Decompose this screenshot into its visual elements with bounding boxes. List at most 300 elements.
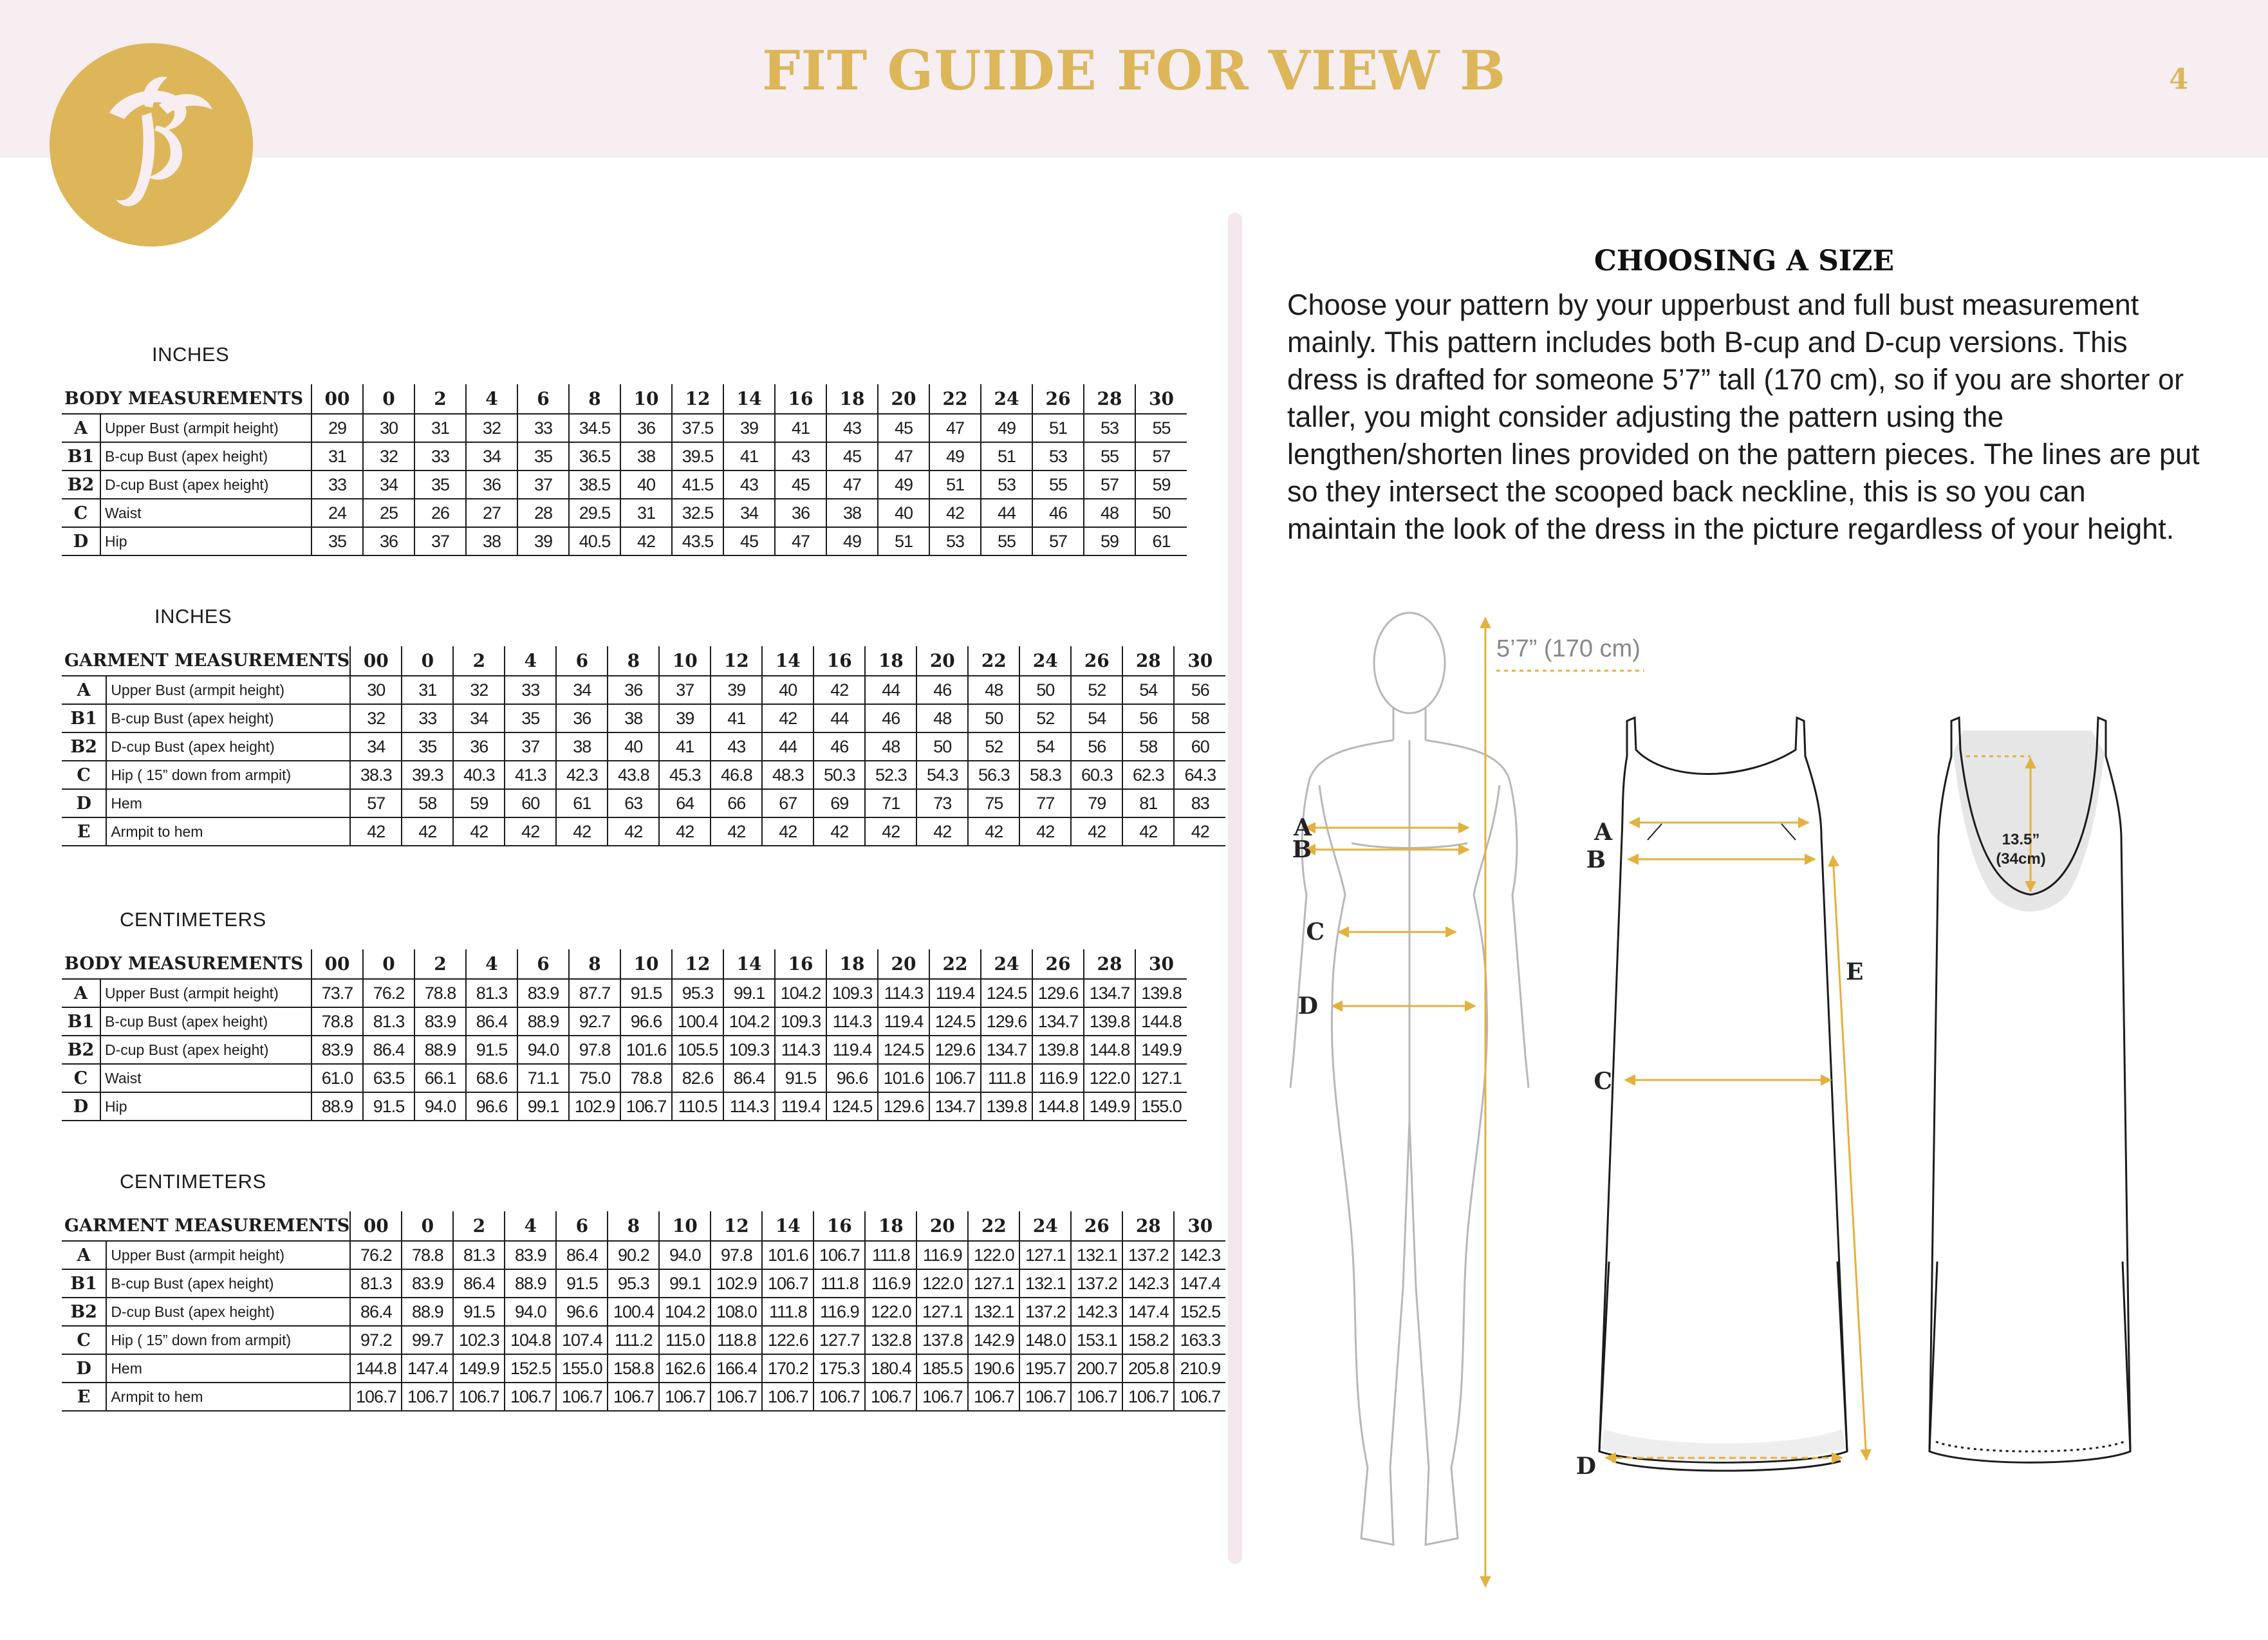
- measurement-value: 86.4: [453, 1269, 505, 1298]
- measurement-value: 42: [865, 817, 916, 846]
- table-row: [62, 442, 1187, 471]
- measurement-value: 61.0: [311, 1064, 363, 1092]
- measurement-value: 78.8: [620, 1064, 672, 1092]
- measurement-code: E: [62, 817, 106, 846]
- measurement-value: 42: [813, 817, 865, 846]
- measurement-value: 55: [981, 527, 1032, 555]
- size-column-header: 4: [505, 1211, 556, 1241]
- size-column-header: 12: [711, 646, 762, 676]
- measurement-value: 56: [1122, 704, 1174, 732]
- size-column-header: 26: [1032, 949, 1084, 979]
- table-row: [62, 817, 1225, 846]
- measurement-value: 97.2: [350, 1326, 402, 1354]
- measurement-value: 33: [311, 471, 363, 499]
- measurement-value: 58: [402, 789, 453, 817]
- measurement-value: 83.9: [311, 1036, 363, 1064]
- size-column-header: 26: [1071, 646, 1122, 676]
- measurement-value: 73.7: [311, 979, 363, 1007]
- measurement-value: 190.6: [968, 1354, 1019, 1383]
- measurement-value: 81.3: [363, 1007, 414, 1036]
- measurement-code: B1: [62, 704, 106, 732]
- measurement-value: 36.5: [569, 442, 620, 471]
- measurement-value: 39: [517, 527, 569, 555]
- table-header-row: [62, 384, 1187, 414]
- measurement-value: 106.7: [1174, 1383, 1225, 1411]
- measurement-value: 31: [620, 499, 672, 527]
- measurement-name: Armpit to hem: [106, 1383, 350, 1411]
- measurement-value: 38.5: [569, 471, 620, 499]
- measurement-value: 34: [363, 471, 414, 499]
- measurement-value: 36: [466, 471, 517, 499]
- size-column-header: 30: [1174, 1211, 1225, 1241]
- measurement-value: 37: [414, 527, 466, 555]
- size-column-header: 22: [929, 949, 981, 979]
- measurement-value: 41: [711, 704, 762, 732]
- size-column-header: 24: [1019, 646, 1071, 676]
- measurement-value: 116.9: [1032, 1064, 1084, 1092]
- measurement-value: 42: [762, 817, 813, 846]
- measurement-value: 106.7: [659, 1383, 711, 1411]
- size-column-header: 16: [813, 1211, 865, 1241]
- measurement-value: 54: [1019, 732, 1071, 761]
- measurement-value: 139.8: [1135, 979, 1187, 1007]
- measurement-value: 31: [311, 442, 363, 471]
- measurement-value: 38: [826, 499, 878, 527]
- measurement-value: 88.9: [414, 1036, 466, 1064]
- measurement-value: 88.9: [402, 1298, 453, 1326]
- size-column-header: 14: [762, 1211, 813, 1241]
- measurement-value: 106.7: [1071, 1383, 1122, 1411]
- size-column-header: 2: [414, 384, 466, 414]
- measurement-value: 142.3: [1174, 1241, 1225, 1269]
- column-divider: [1228, 212, 1242, 1564]
- size-column-header: 20: [878, 384, 929, 414]
- measurement-value: 37: [517, 471, 569, 499]
- measurement-value: 50.3: [813, 761, 865, 789]
- measurement-value: 106.7: [620, 1092, 672, 1121]
- measurement-value: 76.2: [350, 1241, 402, 1269]
- measurement-value: 101.6: [620, 1036, 672, 1064]
- measurement-value: 104.2: [659, 1298, 711, 1326]
- size-column-header: 2: [414, 949, 466, 979]
- measurement-value: 105.5: [672, 1036, 723, 1064]
- measurement-name: D-cup Bust (apex height): [106, 1298, 350, 1326]
- body-measurements-cm-table: [62, 949, 1187, 1121]
- measurement-value: 127.7: [813, 1326, 865, 1354]
- measurement-value: 54: [1071, 704, 1122, 732]
- measurement-value: 37: [505, 732, 556, 761]
- measurement-value: 25: [363, 499, 414, 527]
- garment-measurements-inches-table: [62, 646, 1225, 846]
- measurement-value: 33: [505, 676, 556, 704]
- measurement-value: 81.3: [453, 1241, 505, 1269]
- measurement-value: 34.5: [569, 414, 620, 442]
- table-row: [62, 499, 1187, 527]
- measurement-value: 91.5: [775, 1064, 826, 1092]
- measurement-value: 83: [1174, 789, 1225, 817]
- size-column-header: 2: [453, 1211, 505, 1241]
- measurement-value: 40.5: [569, 527, 620, 555]
- measurement-value: 149.9: [1135, 1036, 1187, 1064]
- measurement-value: 97.8: [711, 1241, 762, 1269]
- measurement-value: 152.5: [1174, 1298, 1225, 1326]
- measurement-name: Upper Bust (armpit height): [106, 1241, 350, 1269]
- measurement-value: 153.1: [1071, 1326, 1122, 1354]
- measurement-value: 127.1: [968, 1269, 1019, 1298]
- measurement-name: Upper Bust (armpit height): [100, 979, 311, 1007]
- measurement-value: 63.5: [363, 1064, 414, 1092]
- table-row: [62, 789, 1225, 817]
- measurement-value: 51: [981, 442, 1032, 471]
- measurement-value: 75: [968, 789, 1019, 817]
- size-column-header: 0: [363, 384, 414, 414]
- measurement-value: 122.0: [968, 1241, 1019, 1269]
- size-column-header: 6: [517, 384, 569, 414]
- table-row: [62, 1383, 1225, 1411]
- measurement-value: 106.7: [556, 1383, 608, 1411]
- page-number: 4: [2169, 63, 2189, 96]
- measurement-value: 116.9: [813, 1298, 865, 1326]
- measurement-value: 43: [775, 442, 826, 471]
- measurement-value: 46: [916, 676, 968, 704]
- measurement-value: 44: [981, 499, 1032, 527]
- measurement-value: 66.1: [414, 1064, 466, 1092]
- measurement-code: C: [62, 1064, 100, 1092]
- measurement-value: 111.2: [608, 1326, 659, 1354]
- measurement-value: 59: [1084, 527, 1135, 555]
- figure-label-c: C: [1306, 918, 1325, 946]
- measurement-value: 48: [968, 676, 1019, 704]
- measurement-value: 129.6: [878, 1092, 929, 1121]
- size-column-header: 18: [865, 646, 916, 676]
- size-column-header: 18: [865, 1211, 916, 1241]
- measurement-value: 137.2: [1122, 1241, 1174, 1269]
- measurement-value: 57: [1084, 471, 1135, 499]
- measurement-value: 78.8: [402, 1241, 453, 1269]
- measurement-value: 42: [453, 817, 505, 846]
- measurement-name: D-cup Bust (apex height): [106, 732, 350, 761]
- measurement-value: 124.5: [826, 1092, 878, 1121]
- measurement-value: 111.8: [762, 1298, 813, 1326]
- measurement-value: 83.9: [517, 979, 569, 1007]
- measurement-value: 132.8: [865, 1326, 916, 1354]
- size-column-header: 8: [569, 949, 620, 979]
- table-row: [62, 1092, 1187, 1121]
- measurement-value: 108.0: [711, 1298, 762, 1326]
- measurement-value: 205.8: [1122, 1354, 1174, 1383]
- measurement-value: 57: [1135, 442, 1187, 471]
- table-row: [62, 979, 1187, 1007]
- measurement-value: 51: [929, 471, 981, 499]
- measurement-value: 30: [363, 414, 414, 442]
- measurement-value: 53: [1032, 442, 1084, 471]
- measurement-value: 39.3: [402, 761, 453, 789]
- measurement-value: 94.0: [505, 1298, 556, 1326]
- measurement-value: 42: [1122, 817, 1174, 846]
- measurement-value: 94.0: [659, 1241, 711, 1269]
- measurement-value: 88.9: [311, 1092, 363, 1121]
- measurement-value: 42: [711, 817, 762, 846]
- measurement-value: 124.5: [981, 979, 1032, 1007]
- size-column-header: 0: [363, 949, 414, 979]
- measurement-value: 170.2: [762, 1354, 813, 1383]
- measurement-value: 132.1: [1019, 1269, 1071, 1298]
- measurement-value: 119.4: [775, 1092, 826, 1121]
- size-column-header: 12: [711, 1211, 762, 1241]
- measurement-value: 42: [402, 817, 453, 846]
- measurement-value: 31: [414, 414, 466, 442]
- measurement-value: 35: [505, 704, 556, 732]
- measurement-code: D: [62, 789, 106, 817]
- measurement-value: 44: [813, 704, 865, 732]
- measurement-value: 54: [1122, 676, 1174, 704]
- measurement-value: 155.0: [1135, 1092, 1187, 1121]
- measurement-value: 106.7: [968, 1383, 1019, 1411]
- measurement-value: 124.5: [878, 1036, 929, 1064]
- measurement-value: 109.3: [826, 979, 878, 1007]
- measurement-value: 63: [608, 789, 659, 817]
- measurement-code: C: [62, 761, 106, 789]
- measurement-value: 127.1: [1135, 1064, 1187, 1092]
- measurement-value: 91.5: [453, 1298, 505, 1326]
- table-row: [62, 1241, 1225, 1269]
- measurement-value: 95.3: [672, 979, 723, 1007]
- measurement-value: 129.6: [1032, 979, 1084, 1007]
- size-column-header: 10: [620, 949, 672, 979]
- size-column-header: 4: [505, 646, 556, 676]
- measurement-value: 45: [878, 414, 929, 442]
- measurement-value: 111.8: [813, 1269, 865, 1298]
- measurement-value: 43: [723, 471, 775, 499]
- measurement-value: 83.9: [505, 1241, 556, 1269]
- measurement-value: 50: [968, 704, 1019, 732]
- measurement-value: 40: [620, 471, 672, 499]
- measurement-value: 139.8: [981, 1092, 1032, 1121]
- measurement-value: 166.4: [711, 1354, 762, 1383]
- measurement-value: 94.0: [517, 1036, 569, 1064]
- measurement-code: D: [62, 527, 100, 555]
- size-column-header: 16: [813, 646, 865, 676]
- dress-label-b: B: [1586, 846, 1606, 873]
- table-row: [62, 471, 1187, 499]
- measurement-value: 42: [968, 817, 1019, 846]
- measurement-value: 46: [1032, 499, 1084, 527]
- measurement-value: 39: [711, 676, 762, 704]
- measurement-value: 47: [878, 442, 929, 471]
- size-column-header: 10: [620, 384, 672, 414]
- size-column-header: 00: [350, 1211, 402, 1241]
- measurement-value: 134.7: [1084, 979, 1135, 1007]
- measurement-value: 43: [826, 414, 878, 442]
- measurement-value: 38: [620, 442, 672, 471]
- measurement-value: 47: [775, 527, 826, 555]
- measurement-value: 100.4: [672, 1007, 723, 1036]
- table-unit-label: CENTIMETERS: [120, 908, 266, 931]
- measurement-value: 106.7: [813, 1241, 865, 1269]
- measurement-value: 106.7: [350, 1383, 402, 1411]
- measurement-value: 86.4: [350, 1298, 402, 1326]
- measurement-value: 88.9: [517, 1007, 569, 1036]
- measurement-name: Armpit to hem: [106, 817, 350, 846]
- measurement-value: 42.3: [556, 761, 608, 789]
- measurement-value: 137.2: [1071, 1269, 1122, 1298]
- front-dress-hem-lining: [1601, 1429, 1846, 1462]
- table-row: [62, 761, 1225, 789]
- measurement-value: 115.0: [659, 1326, 711, 1354]
- measurement-value: 42: [1071, 817, 1122, 846]
- table-row: [62, 704, 1225, 732]
- measurement-code: B2: [62, 471, 100, 499]
- measurement-code: B1: [62, 442, 100, 471]
- measurement-value: 32: [350, 704, 402, 732]
- measurement-value: 54.3: [916, 761, 968, 789]
- measurement-value: 91.5: [363, 1092, 414, 1121]
- measurement-value: 88.9: [505, 1269, 556, 1298]
- measurement-value: 62.3: [1122, 761, 1174, 789]
- measurement-value: 38: [556, 732, 608, 761]
- measurement-value: 28: [517, 499, 569, 527]
- measurement-value: 149.9: [453, 1354, 505, 1383]
- measurement-value: 42: [929, 499, 981, 527]
- measurement-value: 57: [1032, 527, 1084, 555]
- measurement-value: 104.2: [775, 979, 826, 1007]
- measurement-code: A: [62, 676, 106, 704]
- measurement-value: 52: [1019, 704, 1071, 732]
- measurement-value: 35: [311, 527, 363, 555]
- measurement-value: 44: [865, 676, 916, 704]
- measurement-value: 106.7: [505, 1383, 556, 1411]
- measurement-code: B2: [62, 1036, 100, 1064]
- measurement-value: 61: [1135, 527, 1187, 555]
- measurement-value: 109.3: [775, 1007, 826, 1036]
- measurement-name: B-cup Bust (apex height): [100, 442, 311, 471]
- back-dress-scoop-lining: [1953, 731, 2105, 911]
- measurement-value: 86.4: [723, 1064, 775, 1092]
- measurement-value: 111.8: [865, 1241, 916, 1269]
- measurement-value: 40: [762, 676, 813, 704]
- measurement-value: 158.2: [1122, 1326, 1174, 1354]
- size-column-header: 14: [723, 949, 775, 979]
- measurement-value: 81: [1122, 789, 1174, 817]
- measurement-value: 155.0: [556, 1354, 608, 1383]
- garment-measurements-cm-table: [62, 1211, 1225, 1412]
- measurement-value: 50: [916, 732, 968, 761]
- measurement-value: 106.7: [402, 1383, 453, 1411]
- measurement-value: 97.8: [569, 1036, 620, 1064]
- measurement-value: 45: [826, 442, 878, 471]
- size-column-header: 30: [1135, 384, 1187, 414]
- measurement-value: 58.3: [1019, 761, 1071, 789]
- measurement-value: 41: [723, 442, 775, 471]
- measurement-value: 67: [762, 789, 813, 817]
- measurement-value: 49: [929, 442, 981, 471]
- measurement-value: 55: [1084, 442, 1135, 471]
- measurement-value: 152.5: [505, 1354, 556, 1383]
- measurement-value: 49: [981, 414, 1032, 442]
- measurement-value: 147.4: [1174, 1269, 1225, 1298]
- measurement-value: 81.3: [350, 1269, 402, 1298]
- measurement-value: 195.7: [1019, 1354, 1071, 1383]
- measurement-value: 41.5: [672, 471, 723, 499]
- measurement-value: 48: [916, 704, 968, 732]
- measurement-value: 53: [929, 527, 981, 555]
- size-column-header: 20: [916, 1211, 968, 1241]
- measurement-value: 127.1: [1019, 1241, 1071, 1269]
- table-row: [62, 732, 1225, 761]
- measurement-value: 95.3: [608, 1269, 659, 1298]
- measurement-value: 42: [1174, 817, 1225, 846]
- measurement-value: 114.3: [878, 979, 929, 1007]
- table-row: [62, 1007, 1187, 1036]
- measurement-value: 106.7: [608, 1383, 659, 1411]
- measurement-value: 33: [402, 704, 453, 732]
- table-unit-label: INCHES: [152, 343, 230, 366]
- measurement-value: 210.9: [1174, 1354, 1225, 1383]
- measurement-value: 78.8: [414, 979, 466, 1007]
- measurement-value: 180.4: [865, 1354, 916, 1383]
- measurement-value: 64.3: [1174, 761, 1225, 789]
- back-depth-inches: 13.5”: [2002, 831, 2040, 848]
- measurement-value: 34: [453, 704, 505, 732]
- size-column-header: 24: [981, 384, 1032, 414]
- measurement-value: 106.7: [1122, 1383, 1174, 1411]
- measurement-code: B2: [62, 732, 106, 761]
- measurement-value: 122.0: [916, 1269, 968, 1298]
- table-header-label: BODY MEASUREMENTS: [62, 384, 311, 414]
- measurement-code: A: [62, 1241, 106, 1269]
- measurement-value: 32.5: [672, 499, 723, 527]
- measurement-value: 77: [1019, 789, 1071, 817]
- size-column-header: 22: [968, 646, 1019, 676]
- measurement-value: 106.7: [929, 1064, 981, 1092]
- choosing-size-heading: CHOOSING A SIZE: [1594, 245, 1895, 277]
- size-column-header: 20: [916, 646, 968, 676]
- measurement-value: 43.8: [608, 761, 659, 789]
- size-column-header: 00: [311, 384, 363, 414]
- measurement-value: 83.9: [414, 1007, 466, 1036]
- measurement-value: 58: [1174, 704, 1225, 732]
- measurement-value: 104.8: [505, 1326, 556, 1354]
- measurement-value: 39: [723, 414, 775, 442]
- measurement-value: 119.4: [878, 1007, 929, 1036]
- measurement-name: B-cup Bust (apex height): [106, 704, 350, 732]
- measurement-value: 48: [865, 732, 916, 761]
- figure-label-a: A: [1294, 814, 1312, 841]
- measurement-value: 39.5: [672, 442, 723, 471]
- measurement-value: 38: [608, 704, 659, 732]
- measurement-name: Waist: [100, 1064, 311, 1092]
- measurement-value: 50: [1135, 499, 1187, 527]
- measurement-value: 35: [402, 732, 453, 761]
- measurement-value: 73: [916, 789, 968, 817]
- measurement-value: 200.7: [1071, 1354, 1122, 1383]
- figure-label-d: D: [1297, 992, 1318, 1020]
- measurement-code: A: [62, 414, 100, 442]
- size-column-header: 30: [1135, 949, 1187, 979]
- dress-label-c: C: [1594, 1068, 1612, 1095]
- measurement-value: 137.2: [1019, 1298, 1071, 1326]
- size-column-header: 12: [672, 384, 723, 414]
- measurement-value: 49: [878, 471, 929, 499]
- measurement-value: 127.1: [916, 1298, 968, 1326]
- measurement-code: A: [62, 979, 100, 1007]
- measurement-value: 132.1: [1071, 1241, 1122, 1269]
- size-column-header: 26: [1032, 384, 1084, 414]
- measurement-value: 36: [620, 414, 672, 442]
- size-column-header: 24: [1019, 1211, 1071, 1241]
- measurement-value: 96.6: [556, 1298, 608, 1326]
- size-column-header: 28: [1084, 384, 1135, 414]
